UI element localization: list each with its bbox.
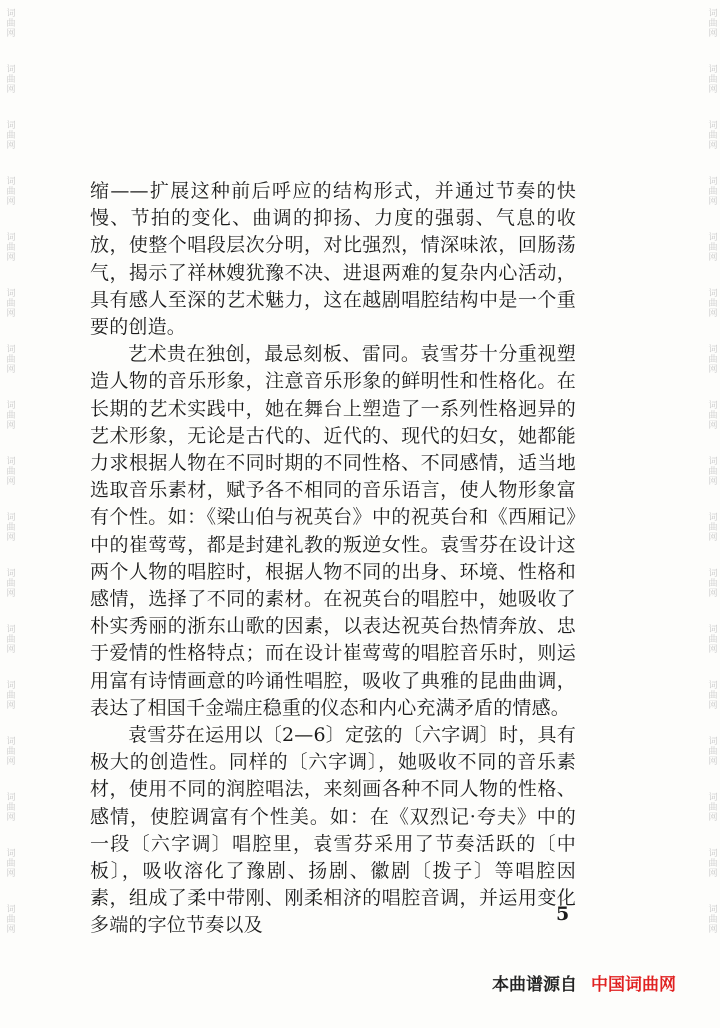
watermark-text: 词曲网 [706,456,717,486]
paragraph-2: 艺术贵在独创，最忌刻板、雷同。袁雪芬十分重视塑造人物的音乐形象，注意音乐形象的鲜明性和性格化。在长期的艺术实践中，她在舞台上塑造了一系列性格迥异的艺术形象，无论是古代的、近代的、现代的妇女，她都能力求根据人物在不同时期的不同性格、不同感情，适当地选取音乐素材，赋予各不相同的音乐语言，使人物形象富有个性。如：《梁山伯与祝英台》中的祝英台和《西厢记》中的崔莺莺，都是封建礼教的叛逆女性。袁雪芬在设计这两个人物的唱腔时，根据人物不同的出身、环境、性格和感情，选择了不同的素材。在祝英台的唱腔中，她吸收了朴实秀丽的浙东山歌的因素，以表达祝英台热情奔放、忠于爱情的性格特点；而在设计崔莺莺的唱腔音乐时，则运用富有诗情画意的吟诵性唱腔，吸收了典雅的昆曲曲调，表达了相国千金端庄稳重的仪态和内心充满矛盾的情感。 [90,343,576,719]
watermark-column-right [704,0,718,1028]
watermark-text: 词曲网 [706,176,717,206]
watermark-text: 词曲网 [4,512,15,542]
watermark-text: 词曲网 [706,792,717,822]
watermark-text: 词曲网 [4,568,15,598]
watermark-text: 词曲网 [706,624,717,654]
page-number: 5 [556,903,570,925]
watermark-text: 词曲网 [706,848,717,878]
site-name: 中国词曲网 [591,975,676,995]
source-footer [492,970,676,995]
watermark-text: 词曲网 [706,288,717,318]
body-text [90,178,576,940]
paragraph-3: 袁雪芬在运用以〔2—6〕定弦的〔六字调〕时，具有极大的创造性。同样的〔六字调〕，她吸收不同的音乐素材，使用不同的润腔唱法，来刻画各种不同人物的性格、感情，使腔调富有个性美。如：在《双烈记·夸夫》中的一段〔六字调〕唱腔里，袁雪芬采用了节奏活跃的〔中板〕，吸收溶化了豫剧、扬剧、徽剧〔拨子〕等唱腔因素，组成了柔中带刚、刚柔相济的唱腔音调，并运用变化多端的字位节奏以及 [90,724,576,937]
watermark-text: 词曲网 [4,456,15,486]
watermark-column-left [2,0,16,1028]
watermark-text: 词曲网 [706,680,717,710]
watermark-text: 词曲网 [706,8,717,38]
watermark-text: 词曲网 [706,400,717,430]
watermark-text: 词曲网 [706,904,717,934]
watermark-text: 词曲网 [706,736,717,766]
watermark-text: 词曲网 [706,232,717,262]
watermark-text: 词曲网 [706,64,717,94]
watermark-text: 词曲网 [4,232,15,262]
source-label: 本曲谱源自 [492,975,577,995]
watermark-text: 词曲网 [706,120,717,150]
watermark-text: 词曲网 [706,568,717,598]
watermark-text: 词曲网 [4,792,15,822]
watermark-text: 词曲网 [4,64,15,94]
watermark-text: 词曲网 [706,344,717,374]
watermark-text: 词曲网 [4,8,15,38]
watermark-text: 词曲网 [4,848,15,878]
paragraph-1: 缩——扩展这种前后呼应的结构形式，并通过节奏的快慢、节拍的变化、曲调的抑扬、力度的强弱、气息的收放，使整个唱段层次分明，对比强烈，情深味浓，回肠荡气，揭示了祥林嫂犹豫不决、进退两难的复杂内心活动，具有感人至深的艺术魅力，这在越剧唱腔结构中是一个重要的创造。 [90,180,576,339]
watermark-text: 词曲网 [4,176,15,206]
watermark-text: 词曲网 [4,120,15,150]
watermark-text: 词曲网 [4,624,15,654]
watermark-text: 词曲网 [4,288,15,318]
watermark-text: 词曲网 [4,680,15,710]
watermark-text: 词曲网 [706,512,717,542]
watermark-text: 词曲网 [4,344,15,374]
watermark-text: 词曲网 [4,736,15,766]
watermark-text: 词曲网 [4,904,15,934]
watermark-text: 词曲网 [4,400,15,430]
